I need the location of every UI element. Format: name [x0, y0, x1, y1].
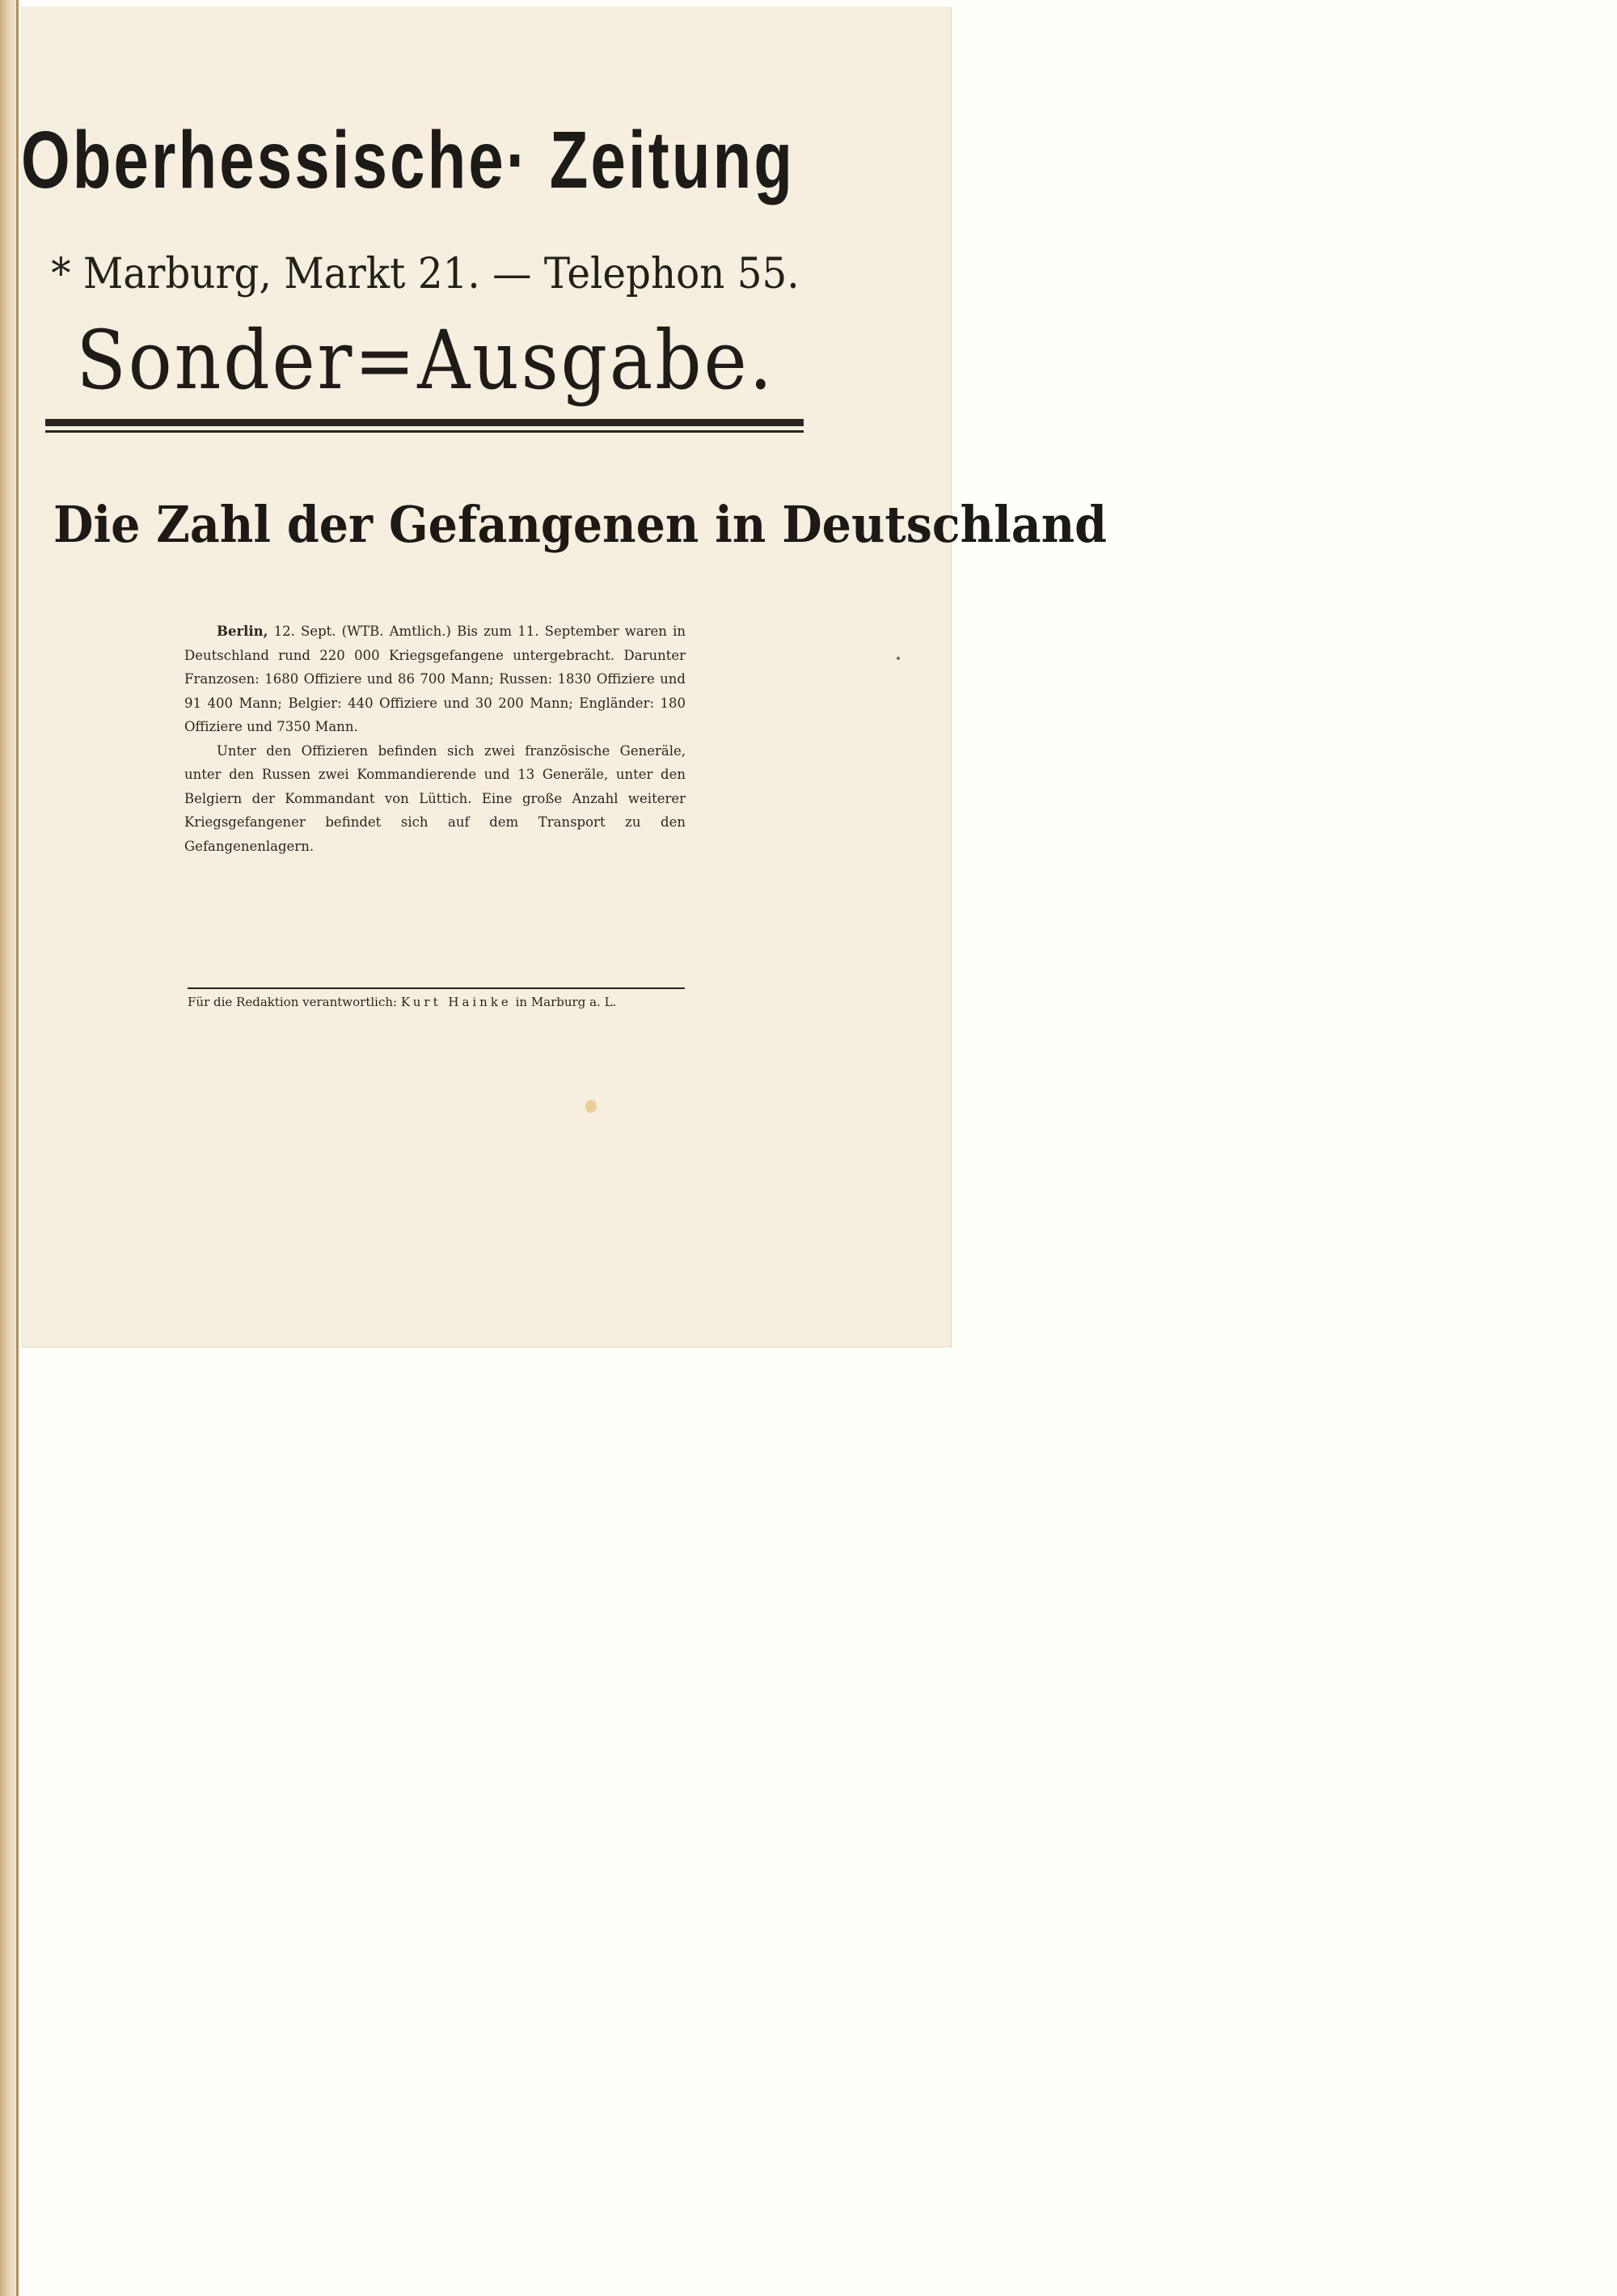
- edition-title: Sonder=Ausgabe.: [76, 313, 775, 408]
- article-body: [184, 619, 686, 858]
- masthead-rule-thick: [45, 419, 804, 426]
- editorial-credit-suffix: in Marburg a. L.: [515, 995, 617, 1009]
- editorial-credit: [188, 995, 685, 1009]
- album-binding: [0, 0, 18, 2296]
- article-paragraph-1-text: 12. Sept. (WTB. Amtlich.) Bis zum 11. September waren in Deutschland rund 220 000 Kriegsgefangene untergebracht. Darunter Franzosen: 1680 Offiziere und 86 700 Mann; Russen: 1830 Offiziere und 91 400 Mann; Belgier: 440 Offiziere und 30 200 Mann; Engländer: 180 Offiziere und 7350 Mann.: [184, 624, 686, 734]
- article-dateline: Berlin,: [217, 624, 268, 639]
- article-paragraph-1: [184, 619, 686, 739]
- newspaper-clipping: [21, 6, 1108, 1347]
- newspaper-address: * Marburg, Markt 21. — Telephon 55.: [51, 250, 800, 298]
- editorial-credit-prefix: Für die Redaktion verantwortlich:: [188, 995, 398, 1009]
- footer-rule: [188, 987, 685, 989]
- paper-stain: [897, 657, 900, 660]
- article-paragraph-2: Unter den Offizieren befinden sich zwei französische Generäle, unter den Russen zwei Kommandierende und 13 Generäle, unter den Belgiern der Kommandant von Lüttich. Eine große Anzahl weiterer Kriegsgefangener befindet sich auf dem Transport zu den Gefangenenlagern.: [184, 742, 686, 854]
- editor-name: Kurt Hainke: [400, 995, 512, 1009]
- binding-edge-line: [16, 0, 19, 2296]
- newspaper-masthead: Oberhessische· Zeitung: [21, 115, 796, 205]
- article-headline: Die Zahl der Gefangenen in Deutschland: [53, 495, 1108, 554]
- paper-stain: [585, 1100, 597, 1113]
- masthead-rule-thin: [45, 430, 804, 433]
